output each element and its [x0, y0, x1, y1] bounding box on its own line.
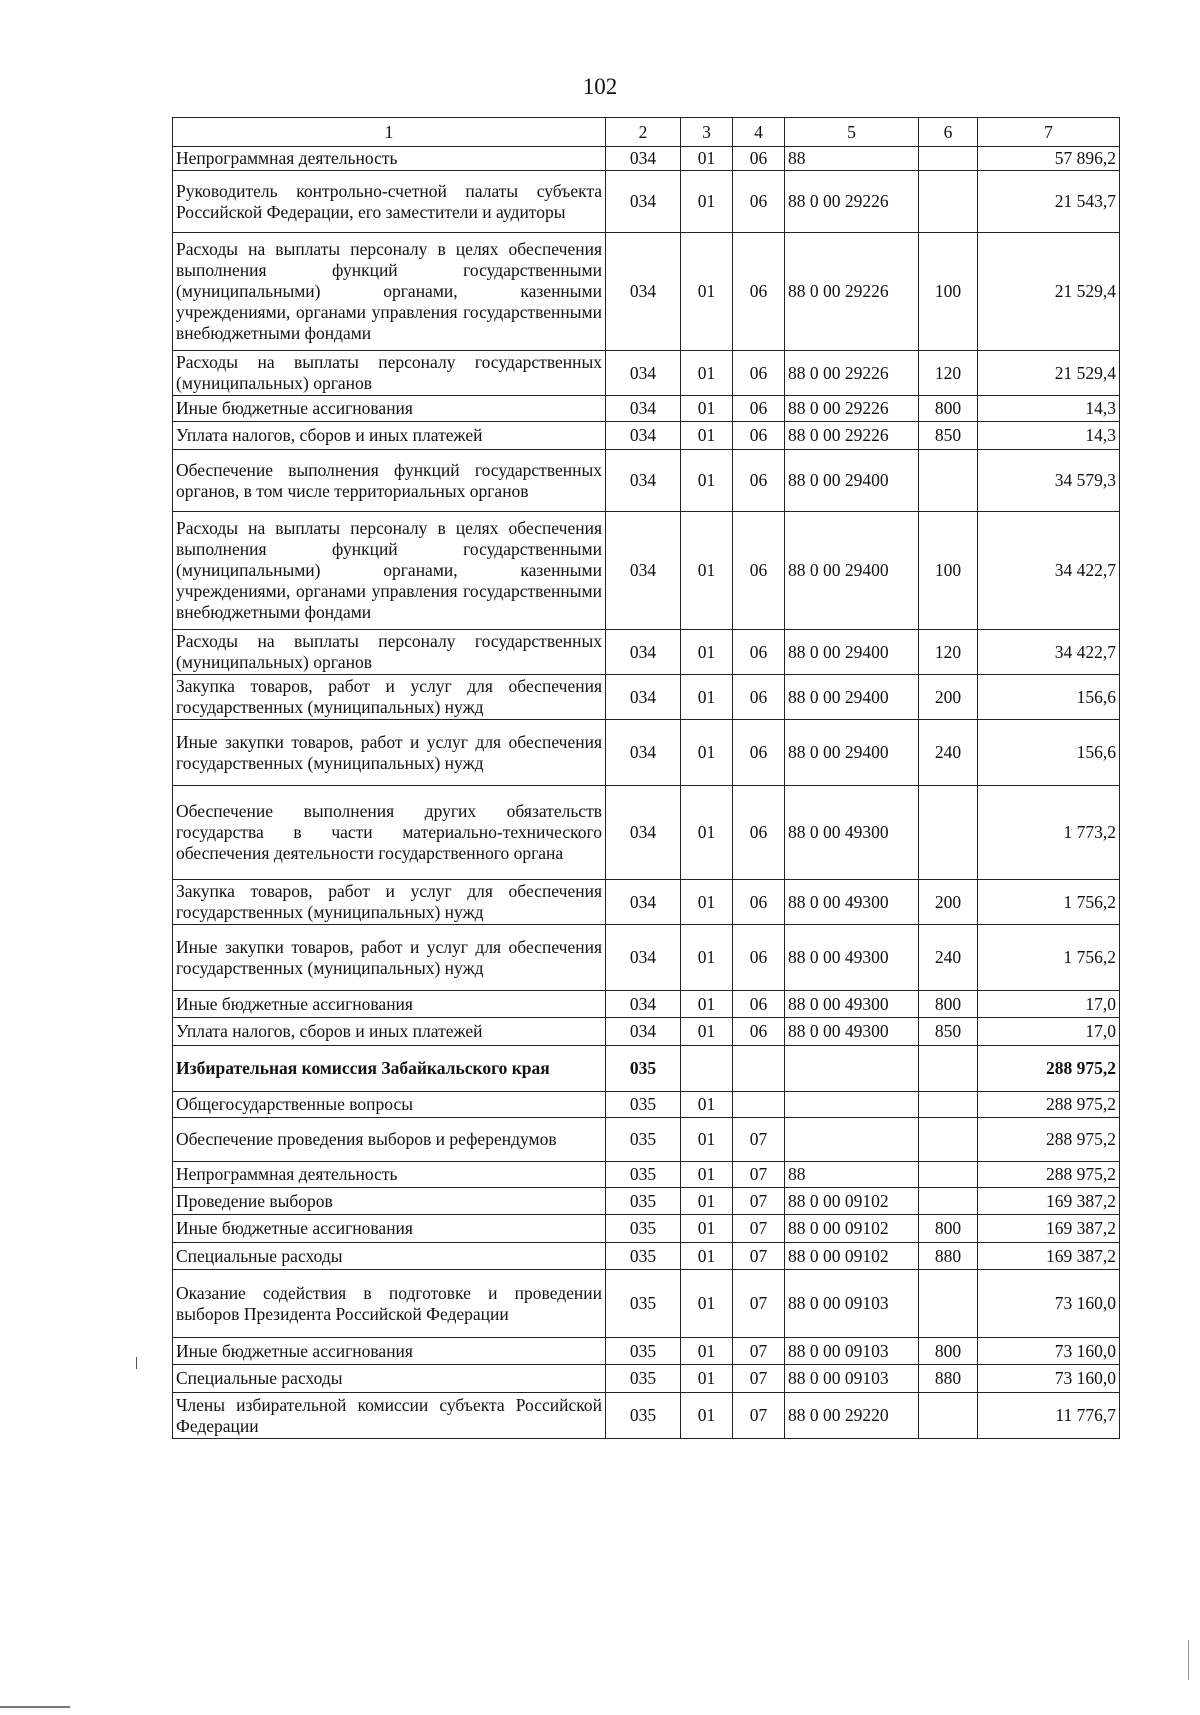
scan-mark: [136, 1357, 137, 1369]
row-section-code: [681, 1046, 733, 1092]
row-name: Специальные расходы: [173, 1365, 606, 1393]
budget-table: [172, 117, 1120, 1439]
row-target-code: [785, 1046, 919, 1092]
row-amount: 14,3: [978, 422, 1120, 450]
row-expense-type: [919, 1162, 978, 1188]
row-grbs-code: 034: [606, 786, 681, 880]
table-row: [173, 1092, 1120, 1118]
row-name: Иные бюджетные ассигнования: [173, 396, 606, 422]
row-grbs-code: 034: [606, 1018, 681, 1046]
row-subsection-code: 07: [733, 1365, 785, 1393]
row-subsection-code: 06: [733, 720, 785, 786]
row-expense-type: 240: [919, 720, 978, 786]
row-name: Расходы на выплаты персоналу государственных (муниципальных) органов: [173, 351, 606, 396]
row-target-code: 88 0 00 09103: [785, 1338, 919, 1365]
row-subsection-code: 06: [733, 991, 785, 1018]
row-subsection-code: 06: [733, 512, 785, 630]
row-target-code: 88 0 00 49300: [785, 925, 919, 991]
row-section-code: 01: [681, 1270, 733, 1338]
row-subsection-code: 06: [733, 147, 785, 171]
row-target-code: 88 0 00 29400: [785, 630, 919, 675]
row-subsection-code: 07: [733, 1393, 785, 1439]
row-expense-type: 850: [919, 1018, 978, 1046]
row-section-code: 01: [681, 422, 733, 450]
table-row: [173, 1162, 1120, 1188]
scan-mark: [0, 1706, 70, 1708]
row-amount: 34 422,7: [978, 630, 1120, 675]
row-amount: 288 975,2: [978, 1092, 1120, 1118]
row-name: Обеспечение выполнения функций государственных органов, в том числе территориальных органов: [173, 450, 606, 512]
row-grbs-code: 035: [606, 1215, 681, 1243]
row-amount: 156,6: [978, 675, 1120, 720]
row-grbs-code: 034: [606, 880, 681, 925]
table-row: [173, 233, 1120, 351]
row-target-code: [785, 1118, 919, 1162]
row-subsection-code: [733, 1046, 785, 1092]
row-grbs-code: 035: [606, 1365, 681, 1393]
table-row: [173, 991, 1120, 1018]
row-subsection-code: 07: [733, 1118, 785, 1162]
row-grbs-code: 035: [606, 1243, 681, 1270]
row-amount: 73 160,0: [978, 1365, 1120, 1393]
row-grbs-code: 034: [606, 630, 681, 675]
header-col-3: 3: [681, 118, 733, 147]
row-section-code: 01: [681, 1162, 733, 1188]
row-amount: 169 387,2: [978, 1188, 1120, 1215]
row-name: Избирательная комиссия Забайкальского края: [173, 1046, 606, 1092]
header-col-1: 1: [173, 118, 606, 147]
row-amount: 73 160,0: [978, 1338, 1120, 1365]
row-expense-type: [919, 147, 978, 171]
row-name: Иные закупки товаров, работ и услуг для обеспечения государственных (муниципальных) нужд: [173, 720, 606, 786]
row-amount: 1 756,2: [978, 925, 1120, 991]
row-subsection-code: 06: [733, 396, 785, 422]
row-name: Уплата налогов, сборов и иных платежей: [173, 422, 606, 450]
row-name: Оказание содействия в подготовке и проведении выборов Президента Российской Федерации: [173, 1270, 606, 1338]
row-section-code: 01: [681, 1393, 733, 1439]
row-grbs-code: 035: [606, 1188, 681, 1215]
row-amount: 169 387,2: [978, 1243, 1120, 1270]
row-name: Иные бюджетные ассигнования: [173, 1215, 606, 1243]
row-name: Иные закупки товаров, работ и услуг для обеспечения государственных (муниципальных) нужд: [173, 925, 606, 991]
row-name: Общегосударственные вопросы: [173, 1092, 606, 1118]
row-section-code: 01: [681, 1092, 733, 1118]
table-row: [173, 720, 1120, 786]
row-grbs-code: 034: [606, 925, 681, 991]
row-name: Непрограммная деятельность: [173, 1162, 606, 1188]
row-target-code: 88 0 00 09103: [785, 1270, 919, 1338]
row-section-code: 01: [681, 1243, 733, 1270]
row-expense-type: 800: [919, 396, 978, 422]
row-grbs-code: 035: [606, 1393, 681, 1439]
row-subsection-code: 06: [733, 880, 785, 925]
row-subsection-code: 06: [733, 171, 785, 233]
header-col-7: 7: [978, 118, 1120, 147]
row-amount: 288 975,2: [978, 1046, 1120, 1092]
table-row: [173, 880, 1120, 925]
row-target-code: 88 0 00 09102: [785, 1188, 919, 1215]
row-target-code: 88 0 00 29400: [785, 720, 919, 786]
row-name: Проведение выборов: [173, 1188, 606, 1215]
row-grbs-code: 034: [606, 351, 681, 396]
row-name: Обеспечение выполнения других обязательств государства в части материально-технического обеспечения деятельности государственного органа: [173, 786, 606, 880]
row-section-code: 01: [681, 1018, 733, 1046]
row-expense-type: 800: [919, 991, 978, 1018]
row-amount: 21 543,7: [978, 171, 1120, 233]
row-target-code: [785, 1092, 919, 1118]
row-target-code: 88 0 00 29226: [785, 233, 919, 351]
row-section-code: 01: [681, 991, 733, 1018]
table-row: [173, 396, 1120, 422]
table-row: [173, 1018, 1120, 1046]
scan-mark: [1188, 1640, 1189, 1680]
row-expense-type: [919, 1118, 978, 1162]
row-target-code: 88 0 00 49300: [785, 1018, 919, 1046]
row-name: Обеспечение проведения выборов и референдумов: [173, 1118, 606, 1162]
page-number: 102: [582, 74, 618, 99]
row-subsection-code: 07: [733, 1270, 785, 1338]
table-row: [173, 1188, 1120, 1215]
row-target-code: 88 0 00 49300: [785, 880, 919, 925]
row-section-code: 01: [681, 786, 733, 880]
row-grbs-code: 035: [606, 1338, 681, 1365]
row-grbs-code: 034: [606, 147, 681, 171]
row-grbs-code: 034: [606, 512, 681, 630]
row-target-code: 88 0 00 29226: [785, 396, 919, 422]
row-target-code: 88 0 00 49300: [785, 786, 919, 880]
row-expense-type: [919, 1188, 978, 1215]
row-expense-type: [919, 1270, 978, 1338]
row-amount: 288 975,2: [978, 1118, 1120, 1162]
row-subsection-code: 06: [733, 1018, 785, 1046]
row-amount: 11 776,7: [978, 1393, 1120, 1439]
row-target-code: 88 0 00 09102: [785, 1243, 919, 1270]
row-section-code: 01: [681, 1338, 733, 1365]
table-row: [173, 1365, 1120, 1393]
row-section-code: 01: [681, 630, 733, 675]
table-row: [173, 171, 1120, 233]
row-subsection-code: 06: [733, 422, 785, 450]
row-target-code: 88 0 00 09103: [785, 1365, 919, 1393]
row-grbs-code: 034: [606, 991, 681, 1018]
row-amount: 156,6: [978, 720, 1120, 786]
row-name: Закупка товаров, работ и услуг для обеспечения государственных (муниципальных) нужд: [173, 675, 606, 720]
row-expense-type: 800: [919, 1215, 978, 1243]
row-subsection-code: 07: [733, 1215, 785, 1243]
row-amount: 17,0: [978, 991, 1120, 1018]
row-section-code: 01: [681, 925, 733, 991]
row-name: Иные бюджетные ассигнования: [173, 991, 606, 1018]
row-expense-type: 880: [919, 1243, 978, 1270]
table-body: [173, 147, 1120, 1439]
row-name: Расходы на выплаты персоналу в целях обеспечения выполнения функций государственными (муниципальными) органами, казенными учреждениями, органами управления государственными внебюджетными фондами: [173, 233, 606, 351]
table-row: [173, 450, 1120, 512]
row-subsection-code: 06: [733, 450, 785, 512]
row-expense-type: [919, 171, 978, 233]
row-amount: 57 896,2: [978, 147, 1120, 171]
row-section-code: 01: [681, 1215, 733, 1243]
row-section-code: 01: [681, 1188, 733, 1215]
row-section-code: 01: [681, 233, 733, 351]
row-amount: 1 756,2: [978, 880, 1120, 925]
table-row: [173, 786, 1120, 880]
row-expense-type: 240: [919, 925, 978, 991]
row-name: Закупка товаров, работ и услуг для обеспечения государственных (муниципальных) нужд: [173, 880, 606, 925]
table-row: [173, 1338, 1120, 1365]
table-row: [173, 147, 1120, 171]
row-subsection-code: 06: [733, 630, 785, 675]
table-row: [173, 1118, 1120, 1162]
row-grbs-code: 035: [606, 1092, 681, 1118]
row-grbs-code: 035: [606, 1118, 681, 1162]
row-grbs-code: 034: [606, 233, 681, 351]
row-target-code: 88: [785, 147, 919, 171]
header-col-2: 2: [606, 118, 681, 147]
row-section-code: 01: [681, 351, 733, 396]
row-name: Уплата налогов, сборов и иных платежей: [173, 1018, 606, 1046]
row-section-code: 01: [681, 147, 733, 171]
row-target-code: 88 0 00 29226: [785, 351, 919, 396]
table-row: [173, 1215, 1120, 1243]
row-subsection-code: 06: [733, 786, 785, 880]
row-subsection-code: 07: [733, 1162, 785, 1188]
row-subsection-code: [733, 1092, 785, 1118]
row-expense-type: 880: [919, 1365, 978, 1393]
row-name: Члены избирательной комиссии субъекта Российской Федерации: [173, 1393, 606, 1439]
row-expense-type: [919, 1092, 978, 1118]
row-name: Расходы на выплаты персоналу государственных (муниципальных) органов: [173, 630, 606, 675]
row-grbs-code: 034: [606, 171, 681, 233]
row-grbs-code: 034: [606, 675, 681, 720]
table-row: [173, 1046, 1120, 1092]
row-amount: 14,3: [978, 396, 1120, 422]
row-section-code: 01: [681, 1118, 733, 1162]
header-col-5: 5: [785, 118, 919, 147]
row-expense-type: 120: [919, 630, 978, 675]
row-grbs-code: 034: [606, 450, 681, 512]
row-amount: 21 529,4: [978, 233, 1120, 351]
row-subsection-code: 07: [733, 1243, 785, 1270]
row-expense-type: 850: [919, 422, 978, 450]
row-amount: 1 773,2: [978, 786, 1120, 880]
row-grbs-code: 035: [606, 1046, 681, 1092]
row-target-code: 88 0 00 29220: [785, 1393, 919, 1439]
row-expense-type: [919, 1046, 978, 1092]
row-subsection-code: 06: [733, 925, 785, 991]
row-target-code: 88 0 00 29226: [785, 171, 919, 233]
row-expense-type: 200: [919, 675, 978, 720]
row-target-code: 88 0 00 29400: [785, 450, 919, 512]
row-target-code: 88: [785, 1162, 919, 1188]
row-amount: 21 529,4: [978, 351, 1120, 396]
header-col-4: 4: [733, 118, 785, 147]
row-section-code: 01: [681, 512, 733, 630]
row-subsection-code: 07: [733, 1338, 785, 1365]
table-row: [173, 351, 1120, 396]
row-section-code: 01: [681, 675, 733, 720]
row-section-code: 01: [681, 171, 733, 233]
row-section-code: 01: [681, 1365, 733, 1393]
table-row: [173, 1270, 1120, 1338]
table-row: [173, 925, 1120, 991]
row-amount: 34 579,3: [978, 450, 1120, 512]
row-grbs-code: 035: [606, 1270, 681, 1338]
row-expense-type: [919, 450, 978, 512]
row-expense-type: [919, 786, 978, 880]
row-target-code: 88 0 00 29400: [785, 512, 919, 630]
row-grbs-code: 034: [606, 396, 681, 422]
row-section-code: 01: [681, 720, 733, 786]
row-name: Иные бюджетные ассигнования: [173, 1338, 606, 1365]
row-expense-type: 120: [919, 351, 978, 396]
row-name: Непрограммная деятельность: [173, 147, 606, 171]
table-row: [173, 675, 1120, 720]
row-amount: 73 160,0: [978, 1270, 1120, 1338]
header-col-6: 6: [919, 118, 978, 147]
row-expense-type: [919, 1393, 978, 1439]
row-expense-type: 100: [919, 512, 978, 630]
table-row: [173, 630, 1120, 675]
row-section-code: 01: [681, 450, 733, 512]
row-amount: 169 387,2: [978, 1215, 1120, 1243]
row-amount: 288 975,2: [978, 1162, 1120, 1188]
table-row: [173, 1393, 1120, 1439]
row-name: Руководитель контрольно-счетной палаты субъекта Российской Федерации, его заместители и аудиторы: [173, 171, 606, 233]
row-target-code: 88 0 00 49300: [785, 991, 919, 1018]
header-row: [173, 118, 1120, 147]
row-target-code: 88 0 00 29400: [785, 675, 919, 720]
row-grbs-code: 034: [606, 422, 681, 450]
row-amount: 17,0: [978, 1018, 1120, 1046]
row-grbs-code: 034: [606, 720, 681, 786]
row-grbs-code: 035: [606, 1162, 681, 1188]
row-subsection-code: 07: [733, 1188, 785, 1215]
row-section-code: 01: [681, 880, 733, 925]
row-amount: 34 422,7: [978, 512, 1120, 630]
row-target-code: 88 0 00 09102: [785, 1215, 919, 1243]
row-name: Специальные расходы: [173, 1243, 606, 1270]
row-expense-type: 800: [919, 1338, 978, 1365]
table-row: [173, 1243, 1120, 1270]
row-name: Расходы на выплаты персоналу в целях обеспечения выполнения функций государственными (муниципальными) органами, казенными учреждениями, органами управления государственными внебюджетными фондами: [173, 512, 606, 630]
table-row: [173, 512, 1120, 630]
row-expense-type: 200: [919, 880, 978, 925]
table-row: [173, 422, 1120, 450]
row-subsection-code: 06: [733, 351, 785, 396]
row-expense-type: 100: [919, 233, 978, 351]
row-subsection-code: 06: [733, 233, 785, 351]
row-subsection-code: 06: [733, 675, 785, 720]
row-section-code: 01: [681, 396, 733, 422]
row-target-code: 88 0 00 29226: [785, 422, 919, 450]
